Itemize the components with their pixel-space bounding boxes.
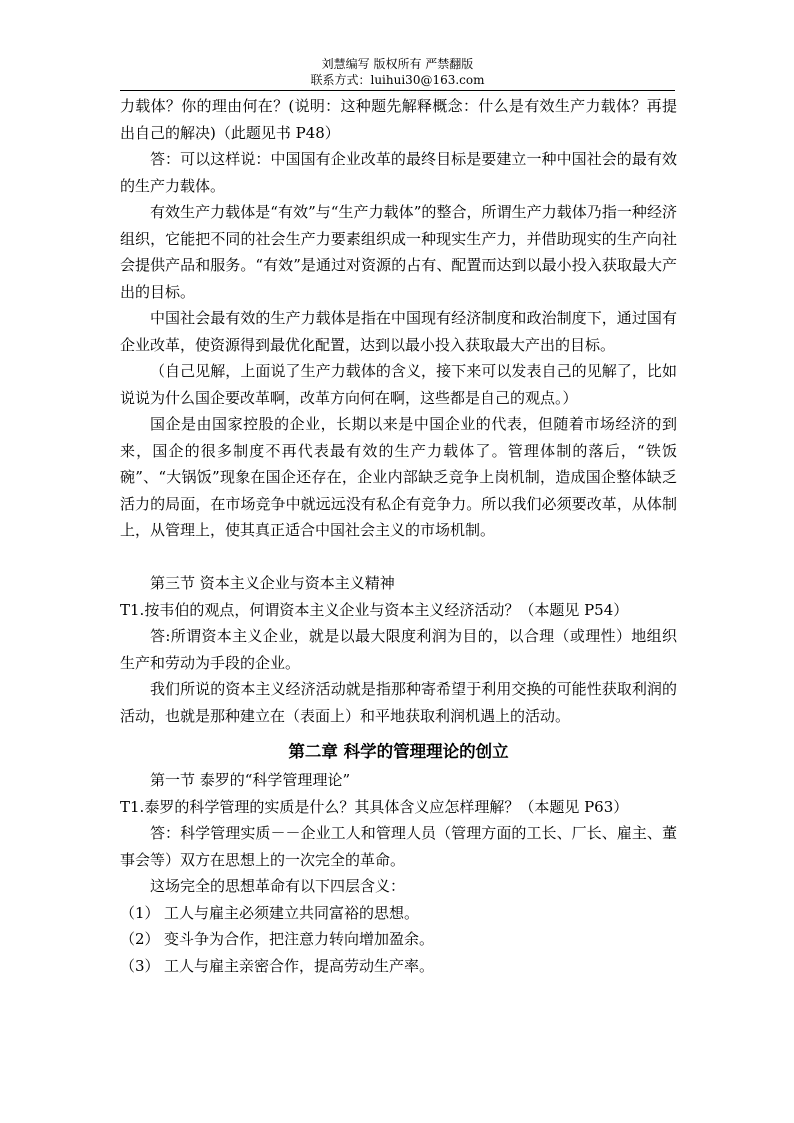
- paragraph-answer-intro: 答：可以这样说：中国国有企业改革的最终目标是要建立一种中国社会的最有效的生产力载体。: [120, 150, 677, 195]
- section-heading-1: 第一节 泰罗的“科学管理理论”: [150, 771, 351, 789]
- answer-taylor-2: 这场完全的思想革命有以下四层含义：: [150, 877, 406, 895]
- chapter-title: 第二章 科学的管理理论的创立: [288, 742, 509, 761]
- list-item: [120, 900, 677, 927]
- section-heading-3: 第三节 资本主义企业与资本主义精神: [150, 574, 395, 592]
- paragraph-definition: 有效生产力载体是“有效”与“生产力载体”的整合，所谓生产力载体乃指一种经济组织，它能把不同的社会生产力要素组织成一种现实生产力，并借助现实的生产向社会提供产品和服务。“有效”是通过对资源的占有、配置而达到以最小投入获取最大产出的目标。: [120, 203, 677, 301]
- list-item-number: （1）: [120, 903, 160, 922]
- header-divider: [120, 90, 675, 91]
- list-item: [120, 953, 677, 980]
- list-item-text: 工人与雇主亲密合作，提高劳动生产率。: [164, 956, 435, 975]
- paragraph-china-carrier: 中国社会最有效的生产力载体是指在中国现有经济制度和政治制度下，通过国有企业改革，使资源得到最优化配置，达到以最小投入获取最大产出的目标。: [120, 309, 677, 354]
- header-contact: 联系方式：luihui30@163.com: [310, 73, 485, 87]
- list-item-number: （2）: [120, 930, 160, 948]
- page-header: [120, 56, 675, 88]
- paragraph-own-view-note: （自己见解，上面说了生产力载体的含义，接下来可以发表自己的见解了，比如说说为什么国企要改革啊，改革方向何在啊，这些都是自己的观点。）: [120, 362, 677, 407]
- answer-weber-2: 我们所说的资本主义经济活动就是指那种寄希望于利用交换的可能性获取利润的活动，也就是那种建立在（表面上）和平地获取利润机遇上的活动。: [120, 680, 677, 725]
- list-item-text: 变斗争为合作，把注意力转向增加盈余。: [164, 930, 435, 948]
- answer-taylor-1: 答：科学管理实质－－企业工人和管理人员（管理方面的工长、厂长、雇主、董事会等）双方在思想上的一次完全的革命。: [120, 824, 677, 869]
- answer-weber-1: 答:所谓资本主义企业，就是以最大限度利润为目的，以合理（或理性）地组织生产和劳动为手段的企业。: [120, 627, 677, 672]
- paragraph-state-enterprise: 国企是由国家控股的企业，长期以来是中国企业的代表，但随着市场经济的到来，国企的很多制度不再代表最有效的生产力载体了。管理体制的落后，“铁饭碗”、“大锅饭”现象在国企还存在，企业内部缺乏竞争上岗机制，造成国企整体缺乏活力的局面，在市场竞争中就远远没有私企有竞争力。所以我们必须要改革，从体制上，从管理上，使其真正适合中国社会主义的市场机制。: [120, 415, 677, 539]
- document-body: [120, 93, 677, 979]
- list-item-text: 工人与雇主必须建立共同富裕的思想。: [164, 903, 420, 922]
- question-taylor: T1.泰罗的科学管理的实质是什么？其具体含义应怎样理解？（本题见 P63）: [120, 797, 629, 816]
- list-item: [120, 926, 677, 953]
- paragraph-question-continuation: 力载体？你的理由何在？(说明：这种题先解释概念：什么是有效生产力载体？再提出自己的解决)（此题见书 P48）: [120, 97, 677, 142]
- question-weber: T1.按韦伯的观点，何谓资本主义企业与资本主义经济活动？（本题见 P54）: [120, 600, 629, 619]
- list-item-number: （3）: [120, 956, 160, 975]
- spacer: [120, 544, 677, 571]
- header-copyright: 刘慧编写 版权所有 严禁翻版: [321, 57, 474, 71]
